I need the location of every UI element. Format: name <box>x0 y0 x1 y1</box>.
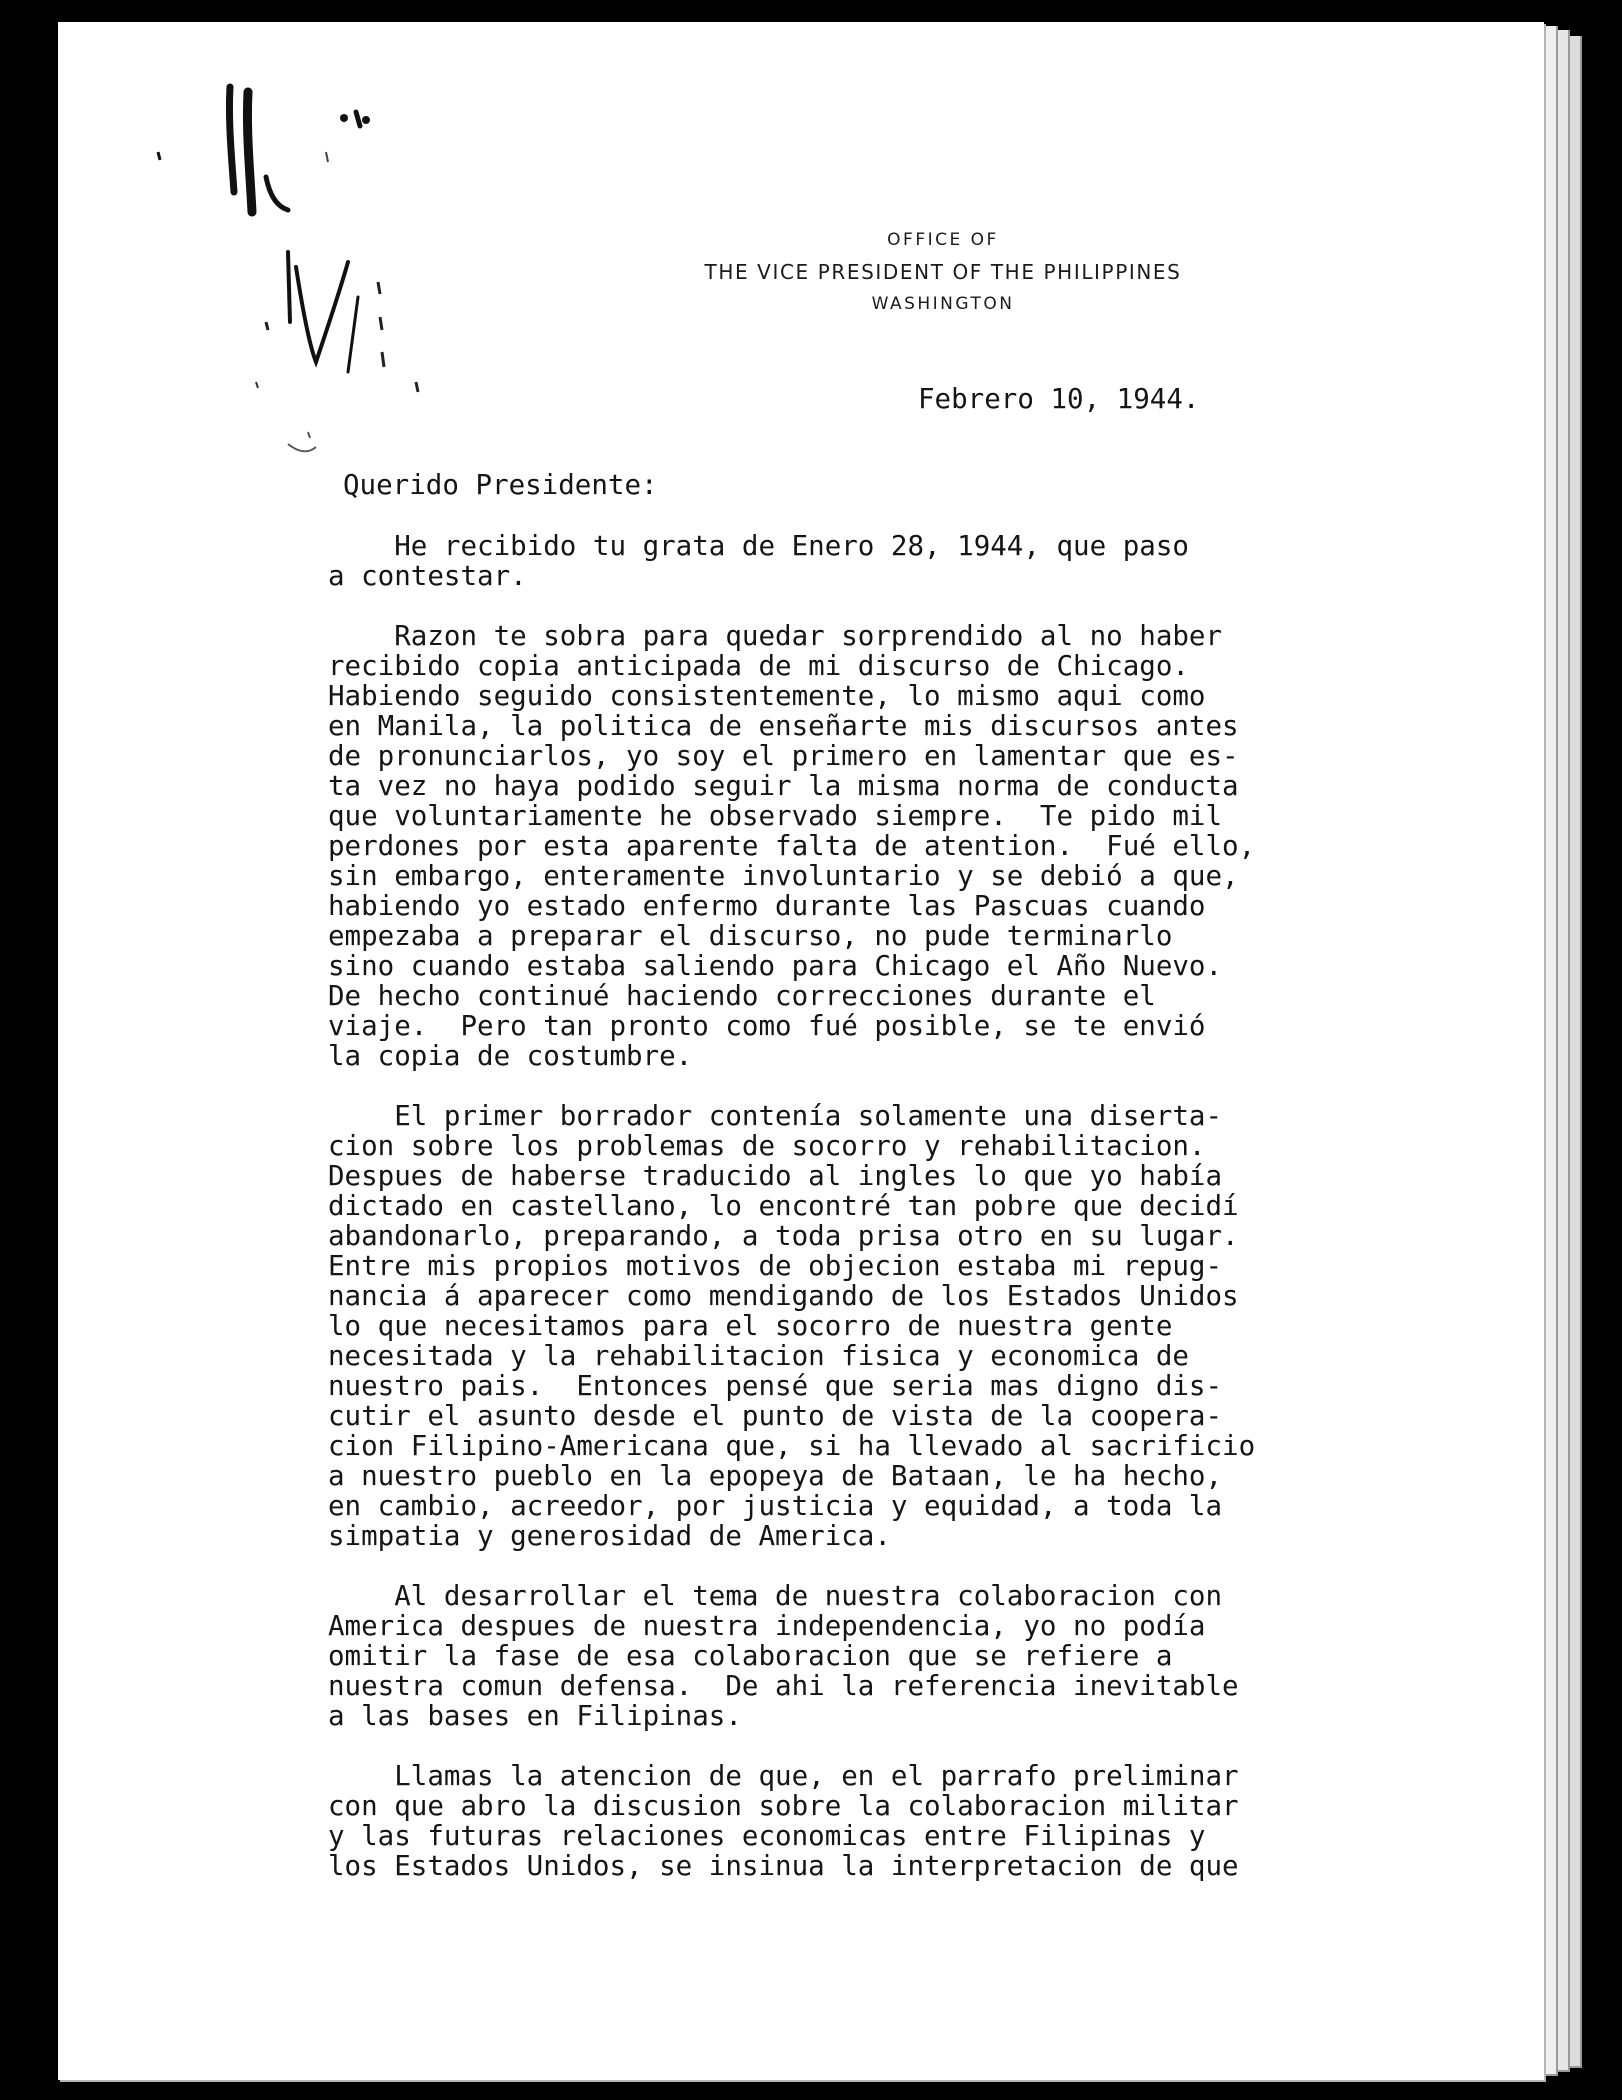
text-line: abandonarlo, preparando, a toda prisa otro en su lugar. <box>328 1220 1239 1252</box>
text-line: ta vez no haya podido seguir la misma norma de conducta <box>328 770 1239 802</box>
text-line: viaje. Pero tan pronto como fué posible, se te envió <box>328 1010 1206 1042</box>
text-line: nuestra comun defensa. De ahi la referencia inevitable <box>328 1670 1239 1702</box>
handwritten-marks <box>148 82 488 502</box>
text-line: cion sobre los problemas de socorro y rehabilitacion. <box>328 1130 1206 1162</box>
text-line: de pronunciarlos, yo soy el primero en lamentar que es- <box>328 740 1239 772</box>
text-line: recibido copia anticipada de mi discurso de Chicago. <box>328 650 1189 682</box>
text-line: cutir el asunto desde el punto de vista de la coopera- <box>328 1400 1223 1432</box>
text-line: Habiendo seguido consistentemente, lo mismo aqui como <box>328 680 1206 712</box>
text-line: He recibido tu grata de Enero 28, 1944, que paso <box>328 530 1189 562</box>
text-line: lo que necesitamos para el socorro de nuestra gente <box>328 1310 1173 1342</box>
paragraph <box>328 531 1398 591</box>
text-line: habiendo yo estado enfermo durante las Pascuas cuando <box>328 890 1206 922</box>
salutation: Querido Presidente: <box>343 469 658 501</box>
text-line: sino cuando estaba saliendo para Chicago el Año Nuevo. <box>328 950 1223 982</box>
paragraph <box>328 621 1398 1071</box>
letterhead-office: OFFICE OF <box>887 230 999 250</box>
text-line: El primer borrador contenía solamente una diserta- <box>328 1100 1223 1132</box>
text-line: omitir la fase de esa colaboracion que se refiere a <box>328 1640 1173 1672</box>
text-line: empezaba a preparar el discurso, no pude terminarlo <box>328 920 1173 952</box>
paragraph <box>328 1101 1398 1551</box>
text-line: y las futuras relaciones economicas entre Filipinas y <box>328 1820 1206 1852</box>
text-line: Razon te sobra para quedar sorprendido al no haber <box>328 620 1223 652</box>
text-line: cion Filipino-Americana que, si ha llevado al sacrificio <box>328 1430 1256 1462</box>
text-line: dictado en castellano, lo encontré tan pobre que decidí <box>328 1190 1239 1222</box>
text-line: a las bases en Filipinas. <box>328 1700 742 1732</box>
letterhead <box>458 230 1428 314</box>
text-line: Entre mis propios motivos de objecion estaba mi repug- <box>328 1250 1223 1282</box>
text-line: a nuestro pueblo en la epopeya de Bataan, le ha hecho, <box>328 1460 1223 1492</box>
text-line: America despues de nuestra independencia, yo no podía <box>328 1610 1206 1642</box>
text-line: nancia á aparecer como mendigando de los Estados Unidos <box>328 1280 1239 1312</box>
paragraph <box>328 1581 1398 1731</box>
letterhead-city: WASHINGTON <box>871 294 1015 314</box>
letter-body <box>328 531 1398 1911</box>
text-line: en cambio, acreedor, por justicia y equidad, a toda la <box>328 1490 1223 1522</box>
text-line: con que abro la discusion sobre la colaboracion militar <box>328 1790 1239 1822</box>
text-line: en Manila, la politica de enseñarte mis discursos antes <box>328 710 1239 742</box>
text-line: Al desarrollar el tema de nuestra colaboracion con <box>328 1580 1223 1612</box>
text-line: Llamas la atencion de que, en el parrafo preliminar <box>328 1760 1239 1792</box>
text-line: perdones por esta aparente falta de atention. Fué ello, <box>328 830 1256 862</box>
letter-date: Febrero 10, 1944. <box>918 383 1200 415</box>
text-line: Despues de haberse traducido al ingles lo que yo había <box>328 1160 1223 1192</box>
text-line: los Estados Unidos, se insinua la interpretacion de que <box>328 1850 1239 1882</box>
text-line: a contestar. <box>328 560 527 592</box>
text-line: necesitada y la rehabilitacion fisica y economica de <box>328 1340 1189 1372</box>
paragraph <box>328 1761 1398 1881</box>
text-line: De hecho continué haciendo correcciones durante el <box>328 980 1156 1012</box>
text-line: la copia de costumbre. <box>328 1040 693 1072</box>
text-line: simpatia y generosidad de America. <box>328 1520 891 1552</box>
text-line: que voluntariamente he observado siempre. Te pido mil <box>328 800 1223 832</box>
text-line: nuestro pais. Entonces pensé que seria mas digno dis- <box>328 1370 1223 1402</box>
text-line: sin embargo, enteramente involuntario y se debió a que, <box>328 860 1239 892</box>
letterhead-title: THE VICE PRESIDENT OF THE PHILIPPINES <box>704 260 1182 284</box>
